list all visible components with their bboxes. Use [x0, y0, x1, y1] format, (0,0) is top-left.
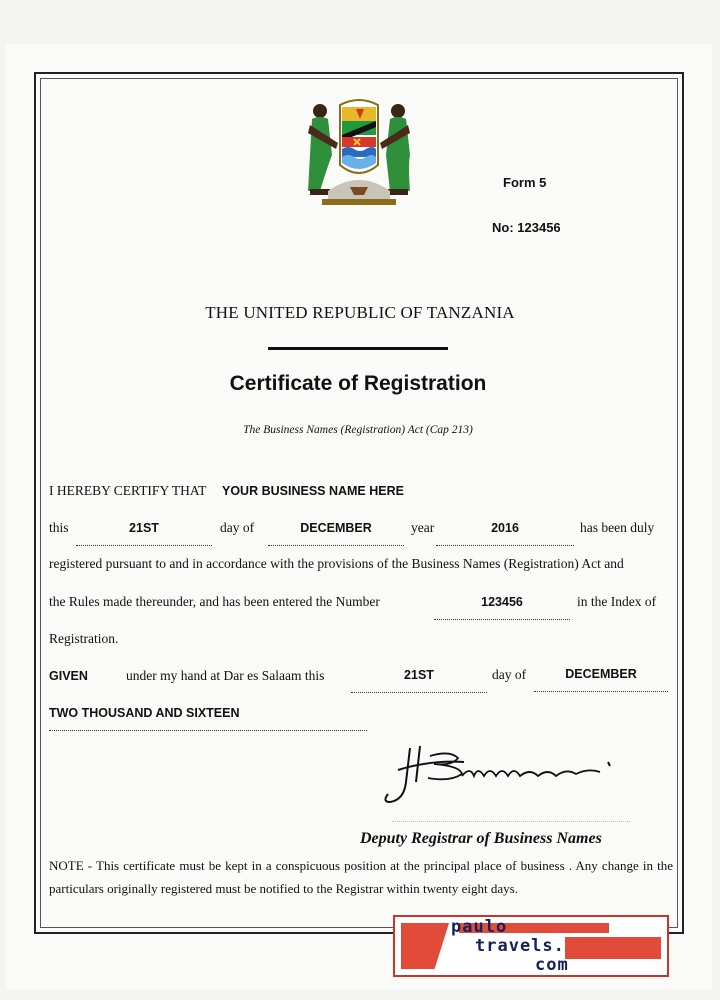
registration-number-field: 123456	[481, 595, 523, 609]
shield	[340, 100, 378, 173]
business-name-field: YOUR BUSINESS NAME HERE	[222, 484, 404, 498]
coat-of-arms-emblem	[298, 95, 420, 215]
given-day-field: 21ST	[404, 668, 434, 682]
act-reference: The Business Names (Registration) Act (Cap 213)	[243, 424, 473, 436]
rules-text: the Rules made thereunder, and has been entered the Number	[49, 594, 380, 609]
republic-heading: THE UNITED REPUBLIC OF TANZANIA	[205, 303, 515, 322]
given-month-line	[534, 691, 668, 692]
certificate-title: Certificate of Registration	[229, 372, 487, 395]
motto-ribbon	[322, 199, 396, 205]
given-year-words-field: TWO THOUSAND AND SIXTEEN	[49, 706, 240, 720]
form-label: Form 5	[503, 175, 547, 190]
this-label: this	[49, 520, 69, 535]
pursuant-text: registered pursuant to and in accordance with the provisions of the Business Names (Registration) Act and	[49, 556, 624, 571]
day-of-label-2: day of	[492, 667, 527, 682]
watermark-text-line2: travels.	[475, 936, 565, 956]
given-day-line	[351, 692, 487, 693]
registration-month-field: DECEMBER	[300, 521, 372, 535]
form-number: No: 123456	[492, 220, 561, 235]
registration-month-line	[268, 545, 404, 546]
registrar-signature	[380, 742, 620, 812]
registration-year-line	[436, 545, 574, 546]
year-label: year	[411, 520, 435, 535]
under-hand-text: under my hand at Dar es Salaam this	[126, 668, 325, 683]
deputy-registrar-title: Deputy Registrar of Business Names	[360, 830, 602, 847]
left-supporter-figure	[308, 104, 338, 195]
certify-prefix: I HEREBY CERTIFY THAT	[49, 483, 207, 498]
registration-year-field: 2016	[491, 521, 519, 535]
given-year-words-line	[49, 730, 367, 731]
heading-divider	[268, 347, 448, 350]
duly-label: has been duly	[580, 520, 655, 535]
index-text: in the Index of	[577, 594, 657, 609]
watermark-band-left	[401, 923, 449, 969]
day-of-label: day of	[220, 520, 255, 535]
registration-number-line	[434, 619, 570, 620]
registration-day-line	[76, 545, 212, 546]
registration-text: Registration.	[49, 631, 119, 646]
given-month-field: DECEMBER	[565, 667, 637, 681]
paulo-travels-watermark	[393, 915, 669, 977]
given-label: GIVEN	[49, 669, 88, 683]
signature-line	[392, 821, 630, 822]
watermark-text-line1: paulo	[451, 917, 508, 937]
registration-day-field: 21ST	[129, 521, 159, 535]
watermark-band-right	[565, 937, 661, 959]
right-supporter-figure	[380, 104, 410, 195]
watermark-text-line3: com	[535, 955, 569, 975]
certificate-note: NOTE - This certificate must be kept in a conspicuous position at the principal place of business . Any change in the particulars originally registered must be notified to the Registrar within twenty eight days.	[49, 858, 673, 896]
